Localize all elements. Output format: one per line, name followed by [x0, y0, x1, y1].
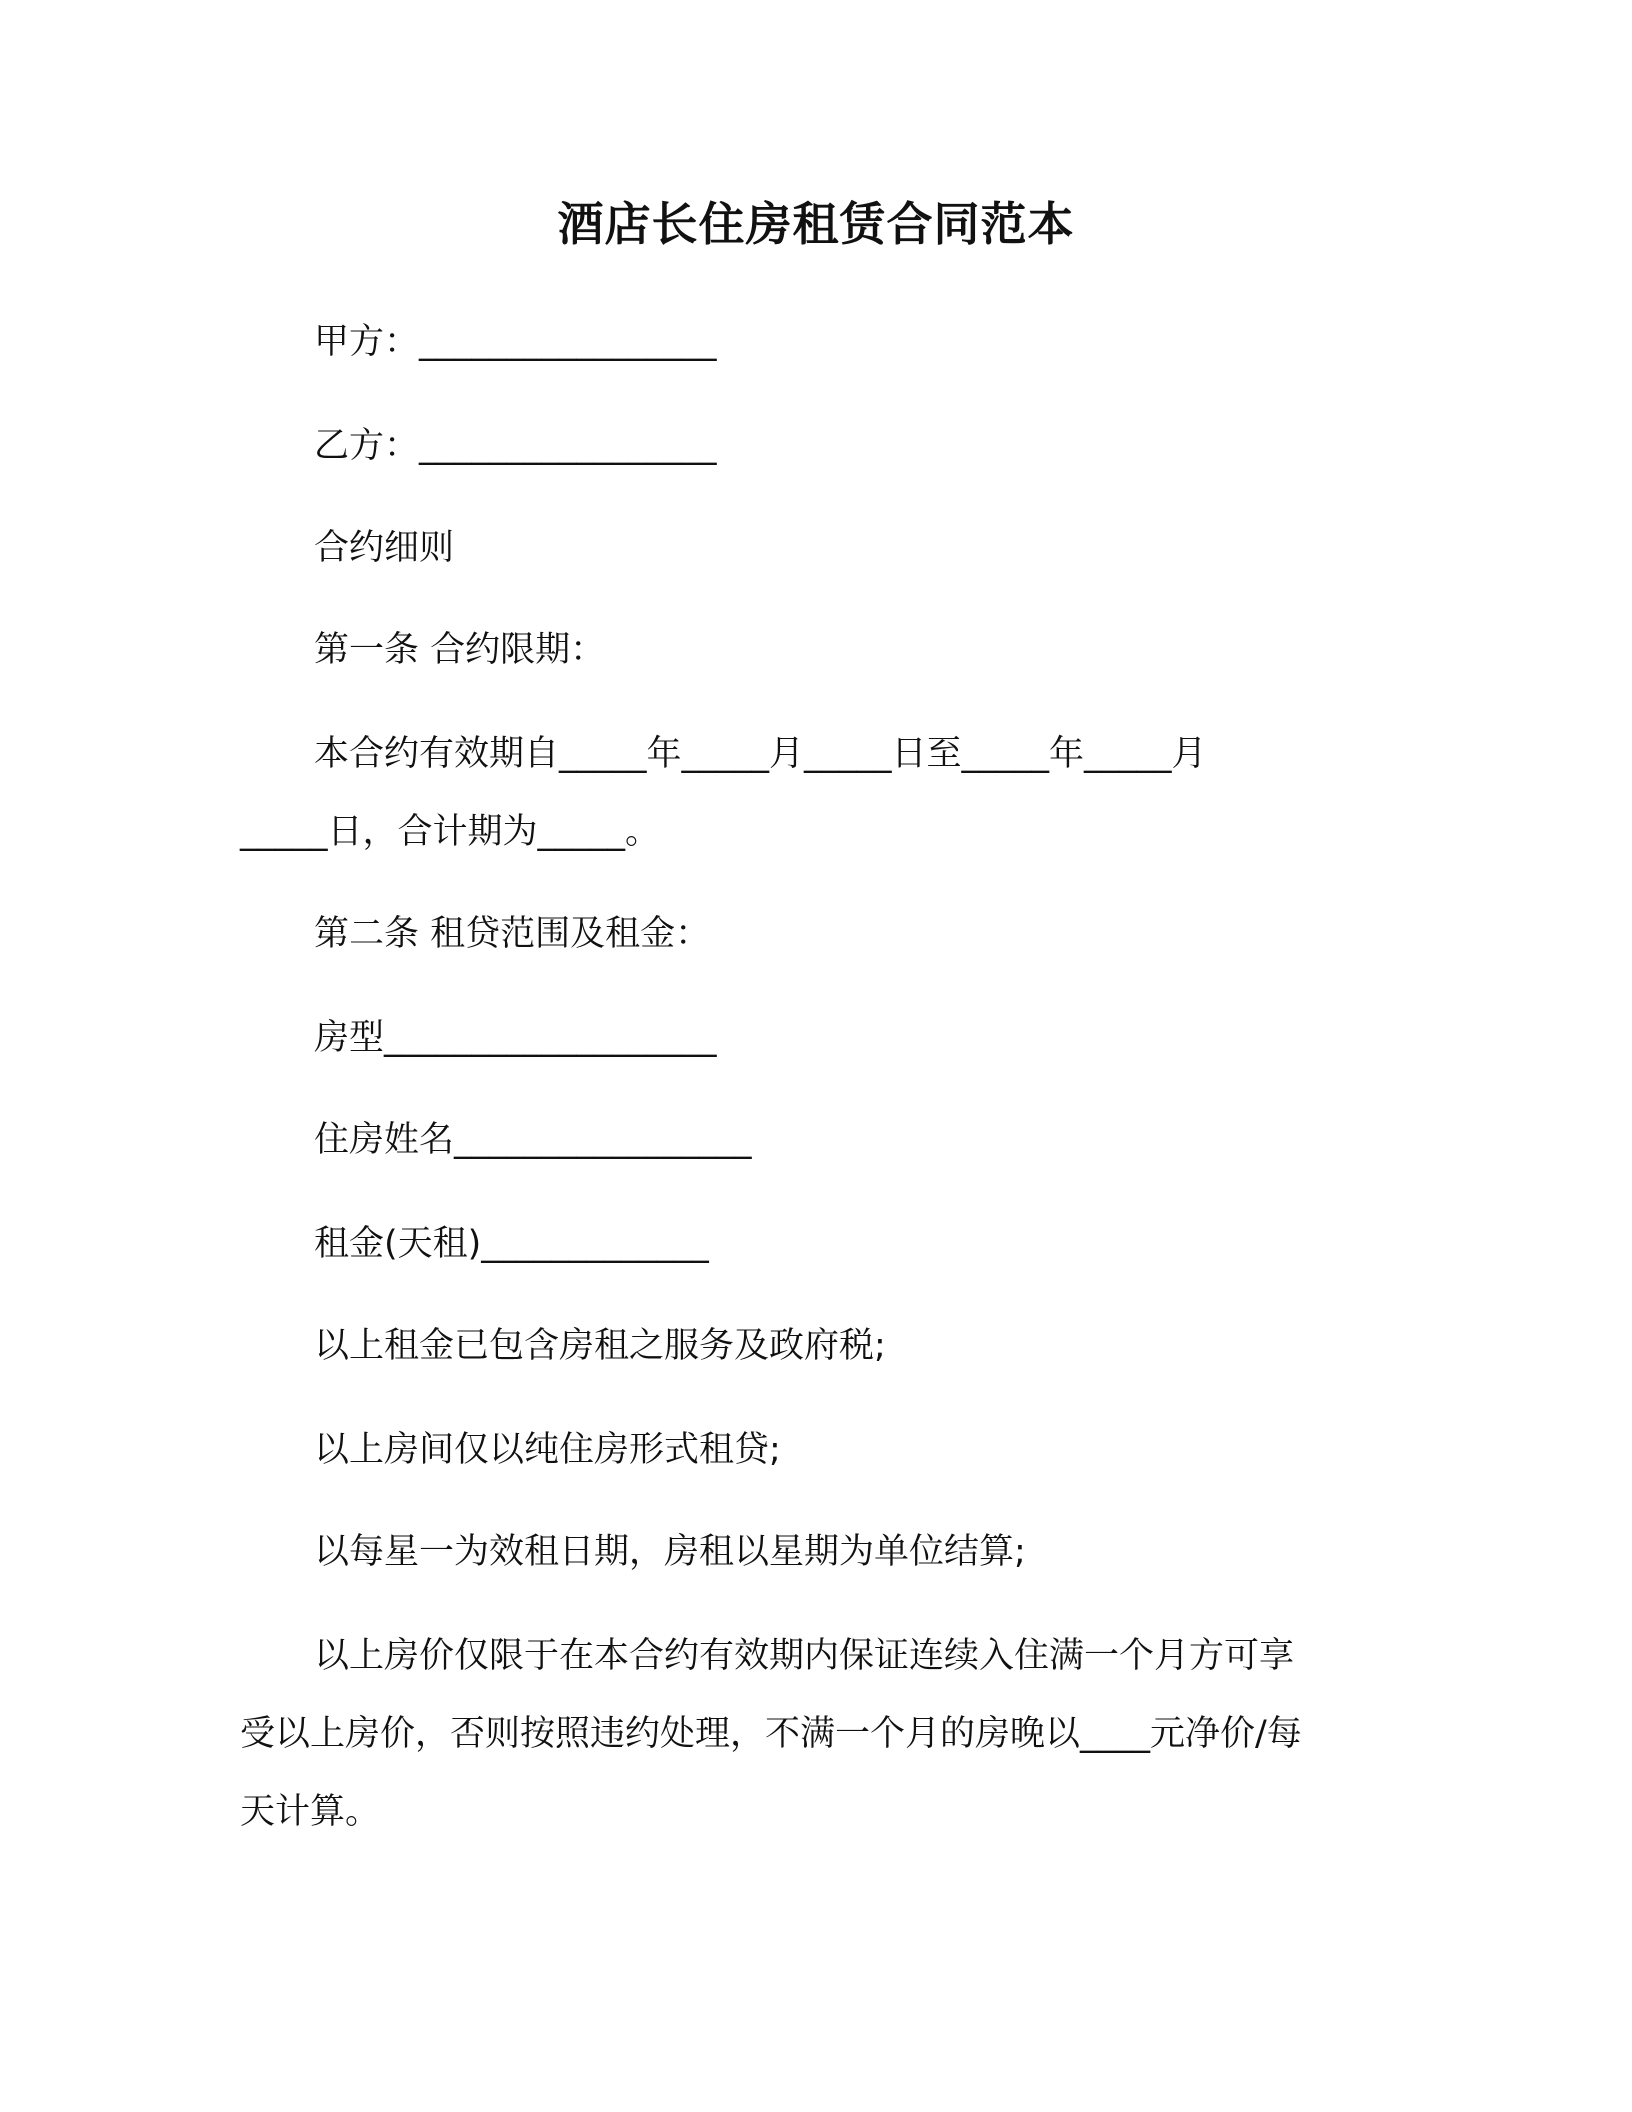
clause-2: 以上房间仅以纯住房形式租贷; [314, 1430, 781, 1470]
party-a-field: 甲方：_________________ [314, 322, 717, 362]
clause-4-line-3: 天计算。 [240, 1792, 381, 1832]
clause-4-line-1: 以上房价仅限于在本合约有效期内保证连续入住满一个月方可享 [314, 1636, 1295, 1676]
section-heading: 合约细则 [314, 528, 455, 568]
article-1-heading: 第一条 合约限期： [314, 630, 606, 670]
rent-field: 租金(天租)_____________ [314, 1224, 709, 1264]
party-b-field: 乙方：_________________ [314, 426, 717, 466]
document-title: 酒店长住房租赁合同范本 [557, 197, 1075, 251]
article-1-text-line-1: 本合约有效期自_____年_____月_____日至_____年_____月 [314, 734, 1207, 774]
resident-name-field: 住房姓名_________________ [314, 1120, 752, 1160]
clause-3: 以每星一为效租日期，房租以星期为单位结算; [314, 1532, 1026, 1572]
article-2-heading: 第二条 租贷范围及租金： [314, 914, 711, 954]
room-type-field: 房型___________________ [314, 1018, 717, 1058]
clause-4-line-2: 受以上房价，否则按照违约处理，不满一个月的房晚以____元净价/每 [240, 1714, 1302, 1754]
article-1-text-line-2: _____日，合计期为_____。 [240, 812, 661, 852]
clause-1: 以上租金已包含房租之服务及政府税; [314, 1326, 886, 1366]
